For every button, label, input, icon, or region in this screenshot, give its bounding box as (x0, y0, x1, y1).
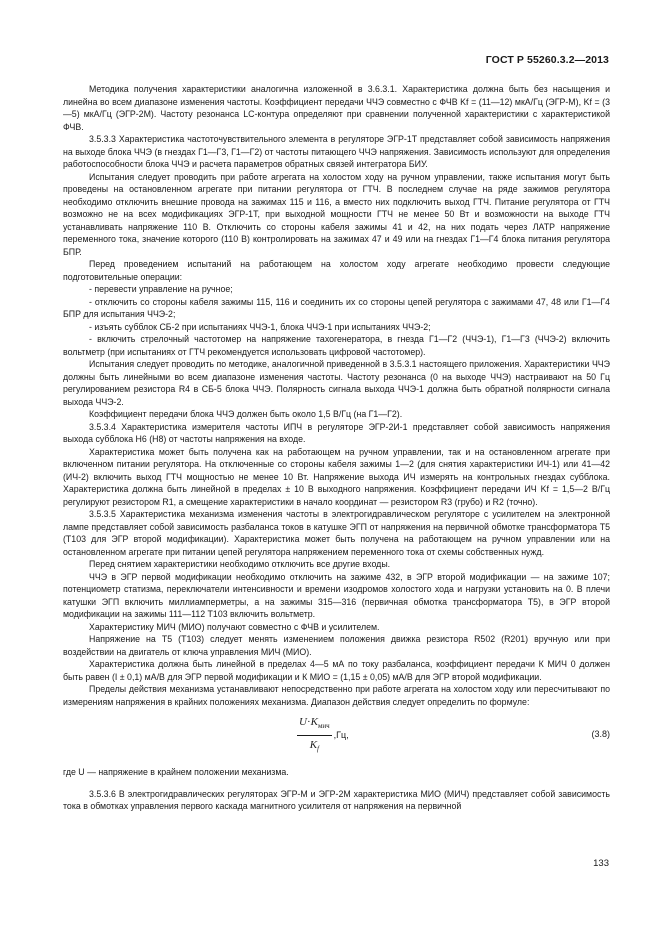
list-item: - включить стрелочный частотомер на напряжение тахогенератора, в гнезда Г1—Г2 (ЧЧЭ-1), Г1—Г3 (ЧЧЭ-2) включить вольтметр (при испытаниях от ГТЧ рекомендуется использовать цифровой частотомер). (63, 334, 610, 357)
paragraph: Перед снятием характеристики необходимо отключить все другие входы. (89, 559, 391, 569)
paragraph: 3.5.3.5 Характеристика механизма изменения частоты в электрогидравлическом регуляторе с усилителем на электронной лампе представляет собой зависимость разбаланса токов в катушке ЭГП от напряжения на первичной обмотке трансформатора Т5 (Т103 для ЭГР второй модификации). Характеристика может быть получена на работающем на ручном управлении или на остановленном агрегате при питании цепей регулятора напряжением переменного тока от схемы собственных нужд. (63, 509, 610, 557)
formula (297, 716, 349, 755)
formula-numerator: $U\cdot K_{мич}$ (297, 716, 332, 736)
body-text (63, 83, 610, 813)
paragraph: 3.5.3.6 В электрогидравлических регуляторах ЭГР-М и ЭГР-2М характеристика МИО (МИЧ) представляет собой зависимость тока в обмотках управления первого каскада магнитного усилителя от напряжения на первичной (63, 788, 610, 811)
list-item: - перевести управление на ручное; (89, 284, 233, 294)
paragraph: Характеристика может быть получена как на работающем на ручном управлении, так и на остановленном агрегате при включенном питании регулятора. На отключенные со стороны кабеля зажимы 1—2 (для снятия характеристики ИЧ-1) или 41—42 (ИЧ-2) включить выход ГТЧ мощностью не менее 10 Вт. Напряжение выхода ИЧ измерять на контрольных гнездах субблока. Характеристика должна быть линейной в пределах ± 10 В выходного напряжения. Коэффициент передачи ИЧ Kf = 1,5—2 В/Гц регулируют резистором R1, а смещение характеристики в начало координат — резистором R3 (грубо) и R2 (точно). (63, 446, 610, 507)
list-item: - изъять субблок СБ-2 при испытаниях ЧЧЭ-1, блока ЧЧЭ-1 при испытаниях ЧЧЭ-2; (89, 321, 431, 332)
list-item: - отключить со стороны кабеля зажимы 115, 116 и соединить их со стороны цепей регулятора с зажимами 47, 48 или Г1—Г4 БПР для испытания ЧЧЭ-2; (63, 296, 610, 319)
formula-block (63, 714, 610, 762)
paragraph: 3.5.3.4 Характеристика измерителя частоты ИПЧ в регуляторе ЭГР-2И-1 представляет собой зависимость напряжения выхода субблока Н6 (Н8) от частоты напряжения на входе. (63, 421, 610, 444)
paragraph: Методика получения характеристики аналогична изложенной в 3.6.3.1. Характеристика должна быть без насыщения и линейна во всем диапазоне изменения частоты. Коэффициент передачи ЧЧЭ совместно с ФЧВ Kf = (11—12) мкА/Гц (ЭГР-М), Kf = (3—5) мкА/Гц (ЭГР-2М). Частоту резонанса LC-контура определяют при сравнении полученной характеристики с характеристикой ФЧВ. (63, 84, 610, 132)
equation-number: (3.8) (591, 729, 610, 739)
formula-unit: ,Гц, (333, 730, 349, 741)
paragraph: 3.5.3.3 Характеристика частоточувствительного элемента в регуляторе ЭГР-1Т представляет собой зависимость напряжения на выходе блока ЧЧЭ (в гнездах Г1—Г3, Г1—Г2) от частоты питающего ЧЧЭ напряжения. Зависимость используют для определения работоспособности блока ЧЧЭ и расчета параметров обратных связей интегратора БИУ. (63, 134, 610, 169)
paragraph: где U — напряжение в крайнем положении механизма. (63, 767, 289, 777)
paragraph: Характеристику МИЧ (МИО) получают совместно с ФЧВ и усилителем. (89, 621, 380, 632)
page-number: 133 (593, 858, 609, 869)
fraction (297, 716, 332, 755)
paragraph: ЧЧЭ в ЭГР первой модификации необходимо отключить на зажиме 432, в ЭГР второй модификации — на зажиме 107; потенциометр статизма, переключатели интенсивности и времени изодромов холостого хода и нагрузки установить на 0. В плечи катушки ЭГП включить миллиамперметры, а на зажимы 315—316 (первичная обмотка трансформатора Т5), в ЭГР второй модификации на зажимы 111—112 Т103 включить вольтметр. (63, 571, 610, 619)
paragraph: Пределы действия механизма устанавливают непосредственно при работе агрегата на холостом ходу или пересчитывают по измерениям напряжения в крайних положениях механизма. Диапазон действия следует определить по формуле: (63, 684, 610, 707)
paragraph: Перед проведением испытаний на работающем на холостом ходу агрегате необходимо провести следующие подготовительные операции: (63, 259, 610, 282)
paragraph: Испытания следует проводить при работе агрегата на холостом ходу на ручном управлении, также испытания могут быть проведены на остановленном агрегате при питании регулятора от ГТЧ. В последнем случае на ряде зажимов регулятора необходимо отключить внешние провода на зажимах 115 и 116, а вместо них подключить выход ГТЧ. Питание регулятора от ГТЧ возможно не на всех модификациях ЭГР-1Т, при выходной мощности ГТЧ не менее 50 Вт и возможности на выходе ГТЧ устанавливать напряжение 110 В. Отключить со стороны кабеля зажимы 41 и 42, на них подать через ЛАТР напряжение переменного тока, значение которого (110 В) контролировать на зажимах 47 и 49 или на гнездах Г1—Г4 блока питания регулятора БПР. (63, 171, 610, 257)
standard-header: ГОСТ Р 55260.3.2—2013 (485, 54, 609, 66)
paragraph: Коэффициент передачи блока ЧЧЭ должен быть около 1,5 В/Гц (на Г1—Г2). (89, 409, 403, 419)
paragraph: Характеристика должна быть линейной в пределах 4—5 мА по току разбаланса, коэффициент передачи К МИЧ 0 должен быть равен (I ± 0,1) мА/В для ЭГР первой модификации и К МИО = (1,15 ± 0,05) мА/В для ЭГР второй модификации. (63, 659, 610, 682)
paragraph: Испытания следует проводить по методике, аналогичной приведенной в 3.5.3.1 настоящего приложения. Характеристики ЧЧЭ должны быть линейными во всем диапазоне изменения частоты. Частоту резонанса (0 на выходе ЧЧЭ) настраивают на 50 Гц регулированием резистора R4 в СБ-5 блока ЧЧЭ. Полярность сигнала выхода ЧЧЭ-1 должна быть обратной полярности сигнала выхода ЧЧЭ-2. (63, 359, 610, 407)
paragraph: Напряжение на Т5 (Т103) следует менять изменением положения движка резистора R502 (R201) вручную или при воздействии на двигатель от ключа управления МИЧ (МИО). (63, 634, 610, 657)
formula-denominator: $K_f$ (309, 738, 319, 753)
